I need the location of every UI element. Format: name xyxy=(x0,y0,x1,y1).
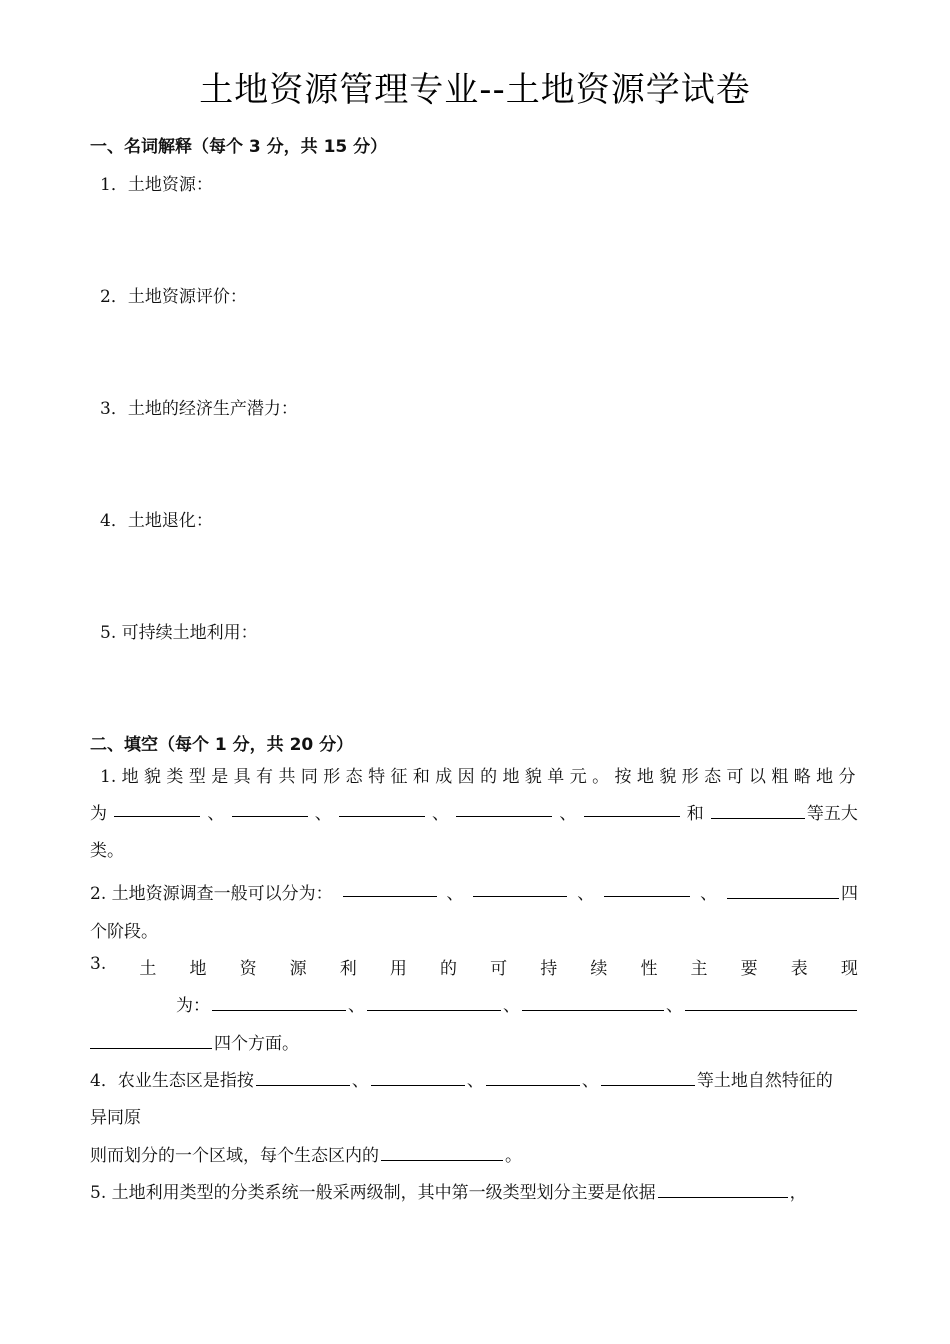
fill-q4-line2: 异同原 xyxy=(90,1108,141,1128)
q3-char: 持 xyxy=(540,959,558,979)
q2-prefix: 2. 土地资源调查一般可以分为： xyxy=(90,884,333,904)
q2-blank-4[interactable] xyxy=(727,881,839,899)
q3-char: 的 xyxy=(440,959,457,979)
q3-char: 3. xyxy=(90,954,107,974)
q4-blank-2[interactable] xyxy=(371,1068,465,1086)
q4-sep-3: 、 xyxy=(581,1071,599,1091)
q3-char: 要 xyxy=(740,959,758,979)
term-item-3: 3．土地的经济生产潜力： xyxy=(100,399,298,419)
q4-sep-1: 、 xyxy=(351,1071,369,1091)
q1-sep-1: 、 xyxy=(207,804,225,824)
q1-sep-4: 、 xyxy=(559,804,577,824)
fill-q3-line2 xyxy=(176,991,859,1016)
q4-blank-1[interactable] xyxy=(256,1068,350,1086)
q3-blank-1[interactable] xyxy=(212,993,346,1011)
fill-q4-line3 xyxy=(90,1141,522,1166)
section1-heading: 一、名词解释（每个 3 分，共 15 分） xyxy=(90,137,388,157)
q2-blank-1[interactable] xyxy=(343,879,437,897)
q1-sep-2: 、 xyxy=(314,804,332,824)
q2-blank-2[interactable] xyxy=(473,879,567,897)
fill-q4-line1 xyxy=(90,1066,833,1091)
q4-prefix: 4．农业生态区是指按 xyxy=(90,1071,254,1091)
fill-q1-line1: 1. 地 貌 类 型 是 具 有 共 同 形 态 特 征 和 成 因 的 地 貌 单 元 。 按 地 貌 形 态 可 以 粗 略 地 分 xyxy=(100,767,856,787)
q3-char: 表 xyxy=(790,959,808,979)
fill-q1-line2 xyxy=(90,799,858,824)
q3-char: 用 xyxy=(389,959,407,979)
q3-char: 资 xyxy=(239,959,257,979)
term-item-2: 2．土地资源评价： xyxy=(100,287,247,307)
q3-char: 现 xyxy=(840,959,858,979)
q3-suffix: 四个方面。 xyxy=(214,1034,299,1054)
fill-q2-line1 xyxy=(90,879,858,904)
q2-suffix: 四 xyxy=(840,884,858,904)
section2-heading: 二、填空（每个 1 分，共 20 分） xyxy=(90,735,354,755)
q5-prefix: 5. 土地利用类型的分类系统一般采两级制，其中第一级类型划分主要是依据 xyxy=(90,1183,656,1203)
q3-char: 地 xyxy=(189,959,207,979)
q3-char: 土 xyxy=(139,959,157,979)
q3-char: 主 xyxy=(690,959,708,979)
q2-blank-3[interactable] xyxy=(604,879,690,897)
q1-blank-4[interactable] xyxy=(456,799,552,817)
q1-sep-3: 、 xyxy=(432,804,450,824)
fill-q1-line3: 类。 xyxy=(90,841,124,861)
q5-suffix: ， xyxy=(789,1183,807,1203)
q2-sep-2: 、 xyxy=(577,884,595,904)
q3-blank-2[interactable] xyxy=(367,993,501,1011)
q4-suffix: 等土地自然特征的 xyxy=(696,1071,833,1091)
q1-suffix: 等五大 xyxy=(806,804,858,824)
q1-blank-3[interactable] xyxy=(339,799,425,817)
q3-char: 可 xyxy=(490,959,508,979)
q3-blank-3[interactable] xyxy=(522,993,664,1011)
q1-blank-6[interactable] xyxy=(711,801,805,819)
q1-blank-1[interactable] xyxy=(114,799,200,817)
q1-blank-5[interactable] xyxy=(584,799,680,817)
q4-blank-5[interactable] xyxy=(381,1143,503,1161)
q5-blank-1[interactable] xyxy=(658,1180,788,1198)
term-item-4: 4．土地退化： xyxy=(100,511,213,531)
q1-blank-2[interactable] xyxy=(232,799,308,817)
fill-q3-line1 xyxy=(90,954,858,979)
q3-char: 性 xyxy=(640,959,658,979)
q2-sep-1: 、 xyxy=(446,884,464,904)
q3-blank-5[interactable] xyxy=(90,1031,212,1049)
q3-prefix: 为： xyxy=(176,996,210,1016)
fill-q2-line2: 个阶段。 xyxy=(90,922,158,942)
q3-char: 源 xyxy=(289,959,307,979)
q1-and: 和 xyxy=(686,804,704,824)
q3-char: 续 xyxy=(590,959,608,979)
exam-title: 土地资源管理专业--土地资源学试卷 xyxy=(199,70,751,110)
q3-char: 利 xyxy=(339,959,357,979)
fill-q3-line3 xyxy=(90,1029,299,1054)
q4-blank-4[interactable] xyxy=(601,1068,695,1086)
q4-sep-2: 、 xyxy=(466,1071,484,1091)
q3-sep-3: 、 xyxy=(666,996,683,1016)
q3-blank-4[interactable] xyxy=(685,993,857,1011)
term-item-1: 1．土地资源： xyxy=(100,175,213,195)
q2-sep-3: 、 xyxy=(700,884,718,904)
q1-prefix: 为 xyxy=(90,804,107,824)
term-item-5: 5. 可持续土地利用： xyxy=(100,623,258,643)
q4-blank-3[interactable] xyxy=(486,1068,580,1086)
q4-line3-text: 则而划分的一个区域，每个生态区内的 xyxy=(90,1146,379,1166)
q4-line3-end: 。 xyxy=(505,1146,522,1166)
q3-sep-1: 、 xyxy=(348,996,365,1016)
q3-sep-2: 、 xyxy=(503,996,520,1016)
fill-q5-line1 xyxy=(90,1178,807,1203)
